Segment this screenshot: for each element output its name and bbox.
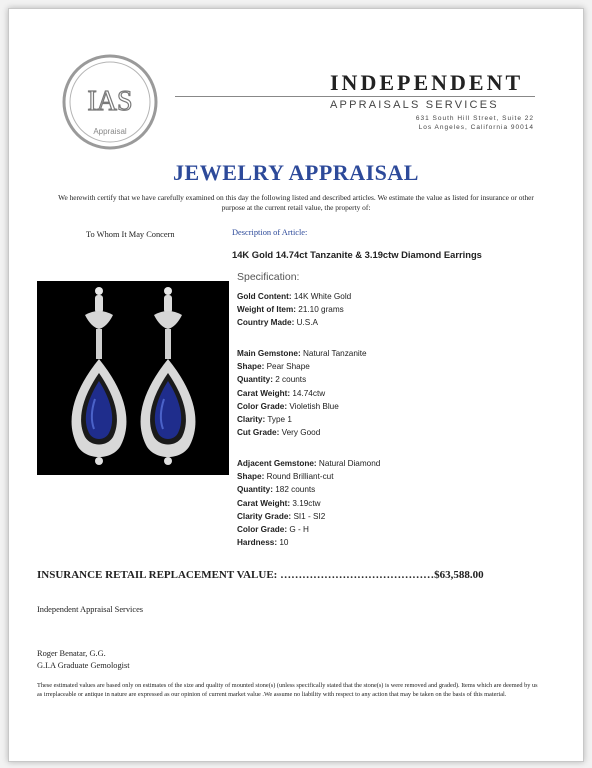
spec-value: Violetish Blue (289, 401, 339, 411)
spec-value: 182 counts (275, 485, 316, 495)
spec-value: Natural Tanzanite (302, 349, 367, 358)
spec-row (237, 457, 380, 470)
company-subtitle: APPRAISALS SERVICES (330, 99, 499, 111)
spec-row (237, 497, 380, 510)
spec-value: Round Brilliant-cut (266, 472, 334, 482)
spec-value: Pear Shape (266, 362, 310, 372)
spec-group-adjacent-gem (237, 457, 380, 549)
address-line-2: Los Angeles, California 90014 (418, 124, 534, 131)
spec-label: Color Grade: (237, 401, 288, 411)
spec-row (237, 316, 351, 329)
signer-title: G.I.A Graduate Gemologist (37, 660, 130, 670)
spec-label: Country Made: (237, 318, 295, 328)
specification-label: Specification: (237, 271, 300, 283)
spec-label: Color Grade: (237, 525, 288, 535)
certify-text: We herewith certify that we have carefully examined on this day the following listed and described articles. We estimate the value as listed for insurance or other purpose at the current retail value, the property of: (58, 193, 534, 212)
spec-label: Clarity: (237, 415, 266, 425)
spec-label: Hardness: (237, 538, 278, 548)
spec-row (237, 523, 380, 536)
item-title: 14K Gold 14.74ct Tanzanite & 3.19ctw Diamond Earrings (232, 249, 482, 260)
spec-label: Shape: (237, 362, 265, 372)
description-label: Description of Article: (232, 228, 308, 237)
spec-row (237, 483, 380, 496)
spec-label: Quantity: (237, 375, 273, 385)
spec-label: Gold Content: (237, 292, 292, 301)
spec-value: Natural Diamond (318, 459, 381, 468)
spec-row (237, 470, 380, 483)
disclaimer: These estimated values are based only on estimates of the size and quality of mounted stone(s) (unless specifically stated that the stone(s) is were removed and graded). Items which are deemed by us as irreplaceable or antique in nature are expressed as our opinion of current market value .We assume no liability with respect to any action that may be taken on the basis of this material. (37, 682, 538, 698)
spec-row (237, 426, 367, 439)
spec-row (237, 400, 367, 413)
logo-text: IAS (87, 86, 133, 117)
spec-label: Clarity Grade: (237, 511, 292, 521)
spec-label: Cut Grade: (237, 428, 280, 438)
insurance-value: INSURANCE RETAIL REPLACEMENT VALUE: ……………………………………$63,588.00 (37, 569, 484, 581)
header-rule (175, 96, 535, 97)
spec-group-main-gem (237, 347, 367, 439)
signature-company: Independent Appraisal Services (37, 605, 144, 614)
spec-label: Quantity: (237, 485, 273, 495)
spec-value: U.S.A (296, 318, 318, 328)
signer-name: Roger Benatar, G.G. (37, 649, 106, 658)
recipient: To Whom It May Concern (86, 230, 175, 239)
spec-value: 21.10 grams (298, 305, 344, 315)
spec-value: 10 (279, 538, 289, 548)
company-address (416, 114, 534, 132)
ias-logo (60, 52, 160, 152)
spec-row (237, 360, 367, 373)
spec-row (237, 347, 367, 360)
page-title: JEWELRY APPRAISAL (173, 160, 419, 185)
spec-row (237, 413, 367, 426)
spec-value: Type 1 (267, 415, 292, 425)
spec-value: G - H (289, 525, 309, 535)
spec-label: Carat Weight: (237, 498, 291, 508)
spec-row (237, 303, 351, 316)
spec-row (237, 373, 367, 386)
spec-value: 2 counts (275, 375, 307, 385)
spec-row (237, 510, 380, 523)
earrings-photo (37, 281, 229, 475)
spec-label: Weight of Item: (237, 305, 296, 315)
company-name: INDEPENDENT (330, 70, 524, 95)
spec-label: Carat Weight: (237, 388, 291, 398)
spec-value: 3.19ctw (292, 498, 321, 508)
spec-value: 14K White Gold (293, 292, 352, 301)
address-line-1: 631 South Hill Street, Suite 22 (415, 115, 534, 122)
spec-value: Very Good (281, 428, 321, 438)
spec-row (237, 536, 380, 549)
spec-value: SI1 - SI2 (293, 511, 326, 521)
spec-value: 14.74ctw (292, 388, 326, 398)
spec-label: Main Gemstone: (237, 349, 301, 358)
spec-row (237, 387, 367, 400)
spec-row (237, 290, 351, 303)
spec-group-metal (237, 290, 351, 330)
logo-sub: Appraisal (93, 127, 127, 136)
signer-block (37, 648, 130, 671)
spec-label: Shape: (237, 472, 265, 482)
spec-label: Adjacent Gemstone: (237, 459, 317, 468)
